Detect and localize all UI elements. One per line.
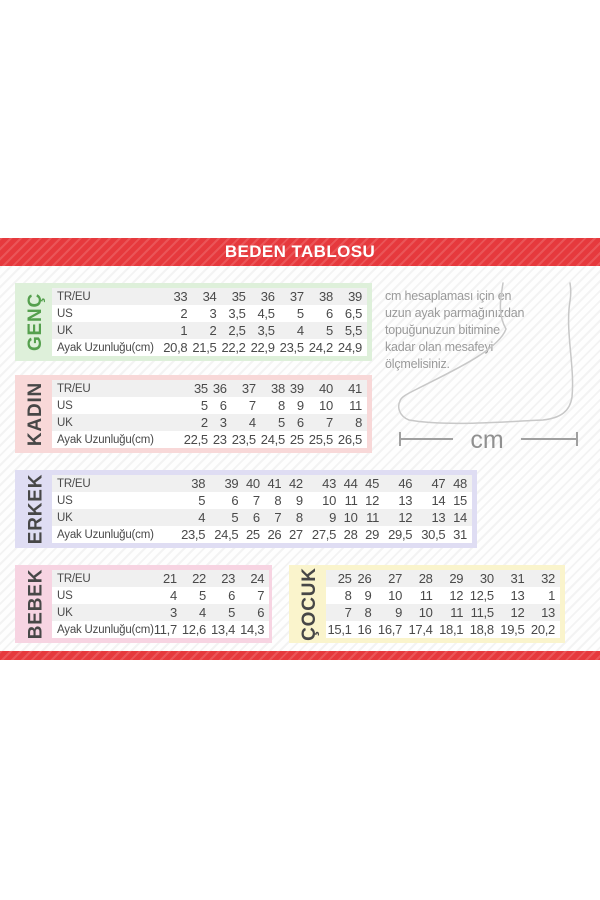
row-header: UK: [57, 606, 73, 619]
size-cell: 29: [449, 571, 464, 586]
size-cell: 11,7: [153, 622, 177, 637]
table-row: [52, 431, 367, 448]
row-header: TR/EU: [57, 477, 91, 490]
size-cell: 46: [398, 476, 413, 491]
size-cell: 22,2: [221, 340, 246, 355]
size-cell: 6: [252, 510, 260, 525]
size-cell: 14: [431, 493, 446, 508]
size-cell: 26,5: [337, 432, 362, 447]
size-cell: 39: [289, 381, 304, 396]
size-cell: 22,5: [183, 432, 208, 447]
size-cell: 38: [271, 381, 285, 396]
row-header: TR/EU: [57, 290, 91, 303]
size-cell: 8: [274, 493, 282, 508]
size-grid: [326, 570, 560, 638]
size-cell: 32: [541, 571, 555, 586]
row-header: UK: [57, 416, 73, 429]
size-cell: 5: [325, 323, 333, 338]
size-cell: 26: [357, 571, 372, 586]
table-row: [326, 604, 560, 621]
size-cell: 2: [200, 415, 208, 430]
size-cell: 19,5: [500, 622, 525, 637]
table-label: KADIN: [25, 381, 47, 447]
size-cell: 21: [163, 571, 177, 586]
size-cell: 25: [337, 571, 352, 586]
size-cell: 16: [357, 622, 372, 637]
title-banner: [0, 238, 600, 266]
size-cell: 31: [453, 527, 467, 542]
size-cell: 33: [173, 289, 188, 304]
size-cell: 35: [193, 381, 208, 396]
size-cell: 14,3: [240, 622, 265, 637]
size-cell: 18,1: [439, 622, 464, 637]
size-cell: 37: [241, 381, 256, 396]
size-cell: 7: [344, 605, 352, 620]
size-cell: 11: [366, 510, 380, 525]
size-cell: 39: [224, 476, 239, 491]
size-cell: 6: [219, 398, 227, 413]
table-row: [52, 492, 472, 509]
row-header: US: [57, 494, 73, 507]
row-header: TR/EU: [57, 382, 91, 395]
size-cell: 7: [325, 415, 333, 430]
size-cell: 11: [450, 605, 464, 620]
size-cell: 6: [257, 605, 265, 620]
size-cell: 6: [228, 588, 236, 603]
size-cell: 36: [212, 381, 227, 396]
table-label: BEBEK: [25, 568, 47, 640]
size-cell: 44: [343, 476, 358, 491]
size-cell: 1: [548, 588, 555, 603]
size-cell: 12: [398, 510, 413, 525]
size-cell: 12: [510, 605, 525, 620]
size-cell: 13: [541, 605, 555, 620]
size-cell: 13: [431, 510, 446, 525]
size-cell: 4: [296, 323, 304, 338]
size-cell: 7: [257, 588, 265, 603]
size-cell: 28: [418, 571, 433, 586]
size-cell: 41: [348, 381, 362, 396]
size-cell: 23,5: [231, 432, 256, 447]
table-label: ERKEK: [25, 473, 47, 545]
table-label-column: [294, 567, 326, 641]
size-cell: 17,4: [408, 622, 433, 637]
size-cell: 30,5: [421, 527, 446, 542]
size-cell: 24,2: [308, 340, 333, 355]
size-cell: 41: [267, 476, 282, 491]
size-cell: 21,5: [192, 340, 217, 355]
bottom-red-strip: [0, 651, 600, 660]
table-row: [52, 380, 367, 397]
table-row: [52, 305, 367, 322]
table-label-column: [20, 475, 52, 543]
table-row: [52, 475, 472, 492]
row-header: TR/EU: [57, 572, 91, 585]
size-cell: 13: [510, 588, 525, 603]
size-grid: [52, 380, 367, 448]
row-header: UK: [57, 324, 73, 337]
size-cell: 20,8: [163, 340, 188, 355]
size-table-genc: [15, 283, 372, 361]
cm-unit-label: cm: [470, 426, 504, 454]
note-line: topuğunuzun bitimine: [385, 323, 500, 337]
size-cell: 27: [388, 571, 403, 586]
size-cell: 30: [479, 571, 494, 586]
row-header: US: [57, 589, 73, 602]
row-header: Ayak Uzunluğu(cm): [57, 341, 154, 354]
table-row: [52, 414, 367, 431]
size-grid: [52, 570, 269, 638]
size-cell: 10: [418, 605, 433, 620]
size-cell: 8: [344, 588, 352, 603]
size-cell: 23: [212, 432, 227, 447]
size-cell: 2,5: [228, 323, 246, 338]
table-label: ÇOCUK: [299, 567, 321, 641]
size-cell: 8: [364, 605, 372, 620]
table-row: [52, 339, 367, 356]
size-cell: 3: [209, 306, 217, 321]
table-row: [326, 587, 560, 604]
size-cell: 1: [180, 323, 188, 338]
size-cell: 40: [319, 381, 333, 396]
row-header: Ayak Uzunluğu(cm): [57, 433, 154, 446]
size-cell: 6: [325, 306, 333, 321]
size-cell: 16,7: [377, 622, 403, 637]
size-cell: 45: [365, 476, 380, 491]
size-cell: 8: [355, 415, 362, 430]
size-cell: 12: [365, 493, 380, 508]
size-cell: 24: [250, 571, 265, 586]
size-table-bebek: [15, 565, 272, 643]
note-line: kadar olan mesafeyi: [385, 340, 494, 354]
table-label-column: [20, 288, 52, 356]
size-cell: 20,2: [530, 622, 555, 637]
size-cell: 2: [209, 323, 217, 338]
size-cell: 5,5: [344, 323, 362, 338]
size-cell: 24,5: [214, 527, 239, 542]
size-cell: 12,5: [469, 588, 494, 603]
size-cell: 15: [453, 493, 467, 508]
size-cell: 27,5: [311, 527, 337, 542]
size-cell: 18,8: [469, 622, 494, 637]
size-cell: 24,9: [337, 340, 362, 355]
foot-measure-illustration: [393, 281, 585, 457]
size-cell: 25: [245, 527, 260, 542]
table-label-column: [20, 380, 52, 448]
size-cell: 4: [248, 415, 256, 430]
size-cell: 9: [329, 510, 337, 525]
size-cell: 5: [277, 415, 285, 430]
table-row: [326, 621, 560, 638]
size-table-erkek: [15, 470, 477, 548]
size-cell: 25,5: [308, 432, 333, 447]
table-label-column: [20, 570, 52, 638]
size-cell: 22: [192, 571, 206, 586]
size-cell: 37: [289, 289, 304, 304]
row-header: US: [57, 307, 73, 320]
size-cell: 3: [169, 605, 177, 620]
table-row: [52, 604, 269, 621]
table-label: GENÇ: [25, 292, 47, 352]
size-cell: 40: [245, 476, 260, 491]
size-cell: 4,5: [257, 306, 275, 321]
size-cell: 14: [453, 510, 467, 525]
size-cell: 47: [431, 476, 446, 491]
page-title: BEDEN TABLOSU: [224, 242, 376, 261]
size-table-kadin: [15, 375, 372, 453]
size-cell: 10: [319, 398, 333, 413]
size-cell: 31: [510, 571, 525, 586]
table-row: [52, 621, 269, 638]
size-cell: 9: [364, 588, 372, 603]
size-cell: 10: [343, 510, 358, 525]
foot-outline-icon: [399, 283, 573, 423]
size-cell: 25: [289, 432, 304, 447]
size-cell: 5: [200, 398, 208, 413]
size-cell: 27: [288, 527, 303, 542]
size-cell: 23,5: [279, 340, 304, 355]
size-cell: 48: [453, 476, 467, 491]
table-row: [52, 397, 367, 414]
size-cell: 29,5: [388, 527, 413, 542]
table-row: [326, 570, 560, 587]
size-cell: 23: [221, 571, 236, 586]
size-cell: 3,5: [228, 306, 246, 321]
size-cell: 42: [288, 476, 303, 491]
size-cell: 26: [267, 527, 282, 542]
table-row: [52, 288, 367, 305]
size-cell: 29: [365, 527, 380, 542]
size-cell: 7: [252, 493, 260, 508]
row-header: UK: [57, 511, 73, 524]
size-cell: 4: [199, 605, 206, 620]
size-cell: 5: [296, 306, 304, 321]
row-header: US: [57, 399, 73, 412]
size-cell: 11: [344, 493, 358, 508]
note-line: cm hesaplaması için en: [385, 289, 512, 303]
size-cell: 4: [169, 588, 177, 603]
table-row: [52, 570, 269, 587]
size-cell: 11: [419, 588, 433, 603]
size-cell: 6: [296, 415, 304, 430]
size-cell: 43: [322, 476, 337, 491]
size-cell: 6,5: [344, 306, 362, 321]
size-cell: 5: [198, 493, 206, 508]
size-cell: 8: [295, 510, 303, 525]
size-cell: 7: [274, 510, 282, 525]
row-header: Ayak Uzunluğu(cm): [57, 528, 154, 541]
size-cell: 5: [199, 588, 206, 603]
size-cell: 36: [260, 289, 275, 304]
size-cell: 12: [449, 588, 464, 603]
size-cell: 11: [349, 398, 362, 413]
size-table-cocuk: [289, 565, 565, 643]
note-line: uzun ayak parmağınızdan: [385, 306, 525, 320]
size-cell: 39: [348, 289, 362, 304]
size-cell: 3,5: [257, 323, 275, 338]
table-row: [52, 526, 472, 543]
size-cell: 13,4: [210, 622, 236, 637]
size-cell: 3: [219, 415, 227, 430]
size-cell: 2: [180, 306, 188, 321]
size-cell: 12,6: [181, 622, 206, 637]
size-cell: 24,5: [260, 432, 285, 447]
size-cell: 10: [322, 493, 337, 508]
size-cell: 6: [231, 493, 239, 508]
size-cell: 9: [395, 605, 403, 620]
size-cell: 10: [388, 588, 403, 603]
size-cell: 28: [343, 527, 358, 542]
size-cell: 5: [231, 510, 239, 525]
size-cell: 22,9: [250, 340, 275, 355]
size-cell: 8: [277, 398, 285, 413]
size-grid: [52, 288, 367, 356]
size-cell: 38: [319, 289, 333, 304]
size-cell: 38: [191, 476, 206, 491]
size-cell: 4: [198, 510, 206, 525]
size-cell: 7: [248, 398, 256, 413]
table-row: [52, 509, 472, 526]
size-cell: 35: [231, 289, 246, 304]
size-cell: 9: [295, 493, 303, 508]
row-header: Ayak Uzunluğu(cm): [57, 623, 154, 636]
size-grid: [52, 475, 472, 543]
size-cell: 9: [296, 398, 304, 413]
size-cell: 34: [202, 289, 217, 304]
table-row: [52, 322, 367, 339]
size-cell: 15,1: [327, 622, 352, 637]
size-cell: 5: [228, 605, 236, 620]
size-cell: 11,5: [470, 605, 494, 620]
note-line: ölçmelisiniz.: [385, 357, 450, 371]
size-cell: 23,5: [181, 527, 206, 542]
table-row: [52, 587, 269, 604]
size-cell: 13: [398, 493, 413, 508]
